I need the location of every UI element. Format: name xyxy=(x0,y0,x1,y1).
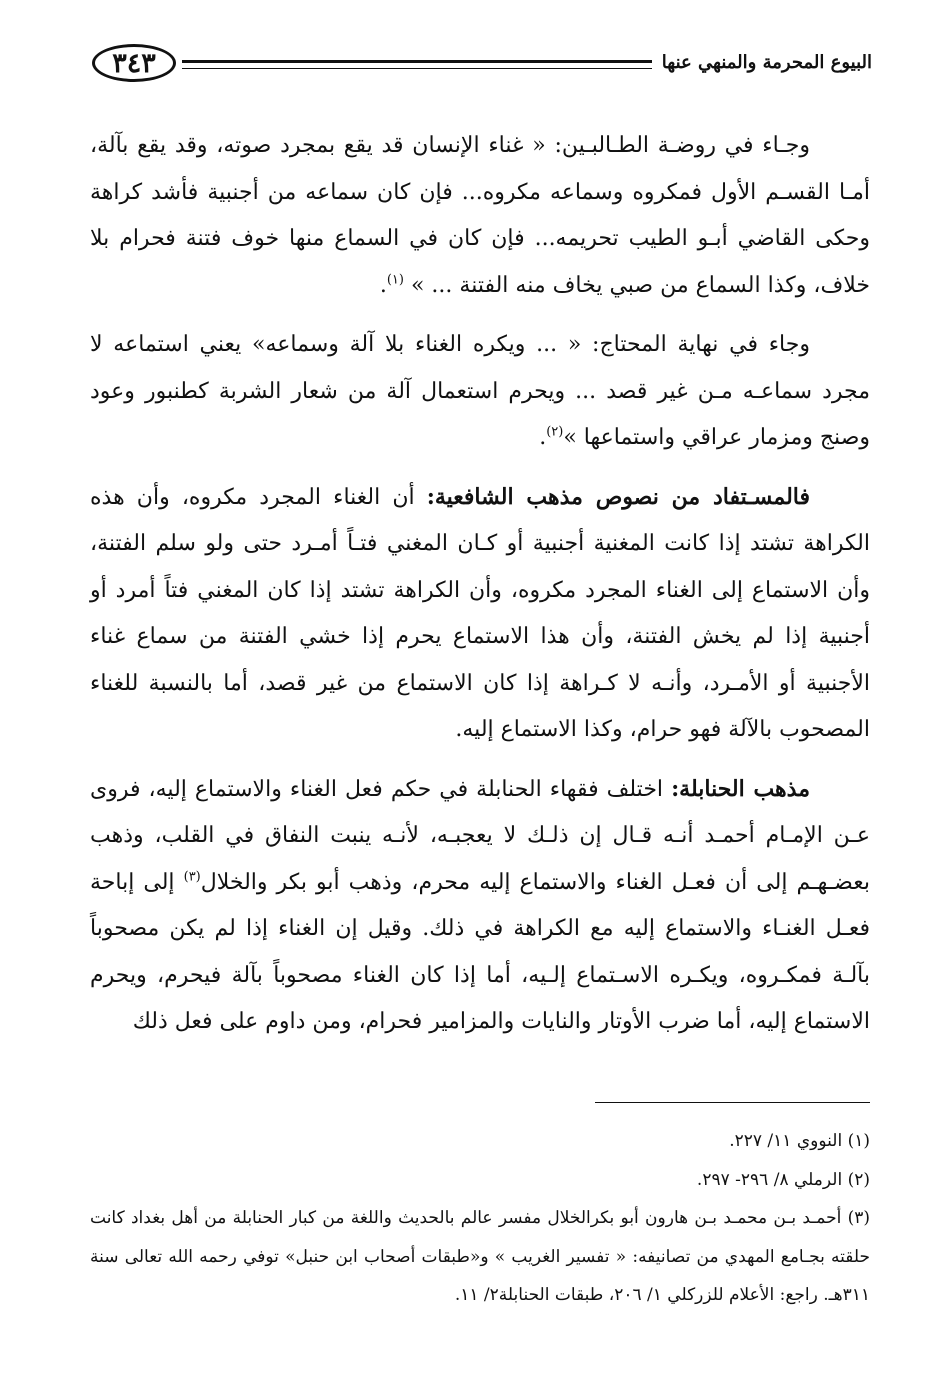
paragraph-hanbali-school xyxy=(90,766,870,1046)
paragraph-tail: إلى إباحة فعـل الغنـاء والاستماع إليه مع الكراهة في ذلك. وقيل إن الغناء إذا لم يكن مصحوباً بآلـة فمكـروه، ويكـره الاسـتماع إلـيه، أما إذا كان الغناء مصحوباً بآلة فيحرم، ويحرم الاستماع إليه، أما ضرب الأوتار والنايات والمزامير فحرام، ومن داوم على فعل ذلك xyxy=(90,869,871,1034)
main-text xyxy=(90,122,870,1058)
footnotes xyxy=(90,1122,870,1315)
paragraph-text: أن الغناء المجرد مكروه، وأن هذه الكراهة تشتد إذا كانت المغنية أجنبية أو كـان المغني فتـاً أمـرد حتى ولو سلم الفتنة، وأن الاستماع إلى الغناء المجرد مكروه، وأن الكراهة تشتد إذا كان المغني فتاً أمرد أو أجنبية إذا لم يخش الفتنة، وأن هذا الاستماع يحرم إذا خشي الفتنة من سماع غناء الأجنبية أو الأمـرد، وأنـه لا كـراهة إذا كان الاستماع من غير قصد، أما بالنسبة للغناء المصحوب بالآلة فهو حرام، وكذا الاستماع إليه. xyxy=(90,484,870,742)
page-header xyxy=(92,44,872,94)
paragraph-text: وجـاء في روضـة الطـالبـين: « غناء الإنسان قد يقع بمجرد صوته، وقد يقع بآلة، أمـا القسـم الأول فمكروه وسماعه مكروه... فإن كان سماعه من أجنبية فأشد كراهة وحكى القاضي أبـو الطيب تحريمه... فإن كان في السماع منها خوف فتنة فحرام بلا خلاف، وكذا السماع من صبي يخاف منه الفتنة ... » xyxy=(90,133,870,298)
footnote-ref: (١) xyxy=(386,272,404,288)
paragraph-lead: مذهب الحنابلة: xyxy=(671,775,810,802)
footnote-item: (٣) أحمـد بـن محمـد بـن هارون أبو بكرالخلال مفسر عالم بالحديث واللغة من كبار الحنابلة من أهل بغداد كانت حلقته بجـامع المهدي من تصانيفه: « تفسير الغريب » و«طبقات أصحاب ابن حنبل» توفي رحمه الله تعالى سنة ٣١١هـ. راجع: الأعلام للزركلي ١/ ٢٠٦، طبقات الحنابلة٢/ ١١. xyxy=(90,1208,870,1305)
header-rule xyxy=(182,60,652,69)
paragraph-tail: . xyxy=(379,272,387,298)
paragraph-tail: . xyxy=(539,425,547,450)
footnote-ref: (٢) xyxy=(546,424,564,440)
footnote-divider xyxy=(595,1102,870,1103)
footnote-item: (١) النووي ١١/ ٢٢٧. xyxy=(729,1131,870,1151)
paragraph-text: اختلف فقهاء الحنابلة في حكم فعل الغناء والاستماع إليه، فروى عـن الإمـام أحمـد أنـه قـال إن ذلـك لا يعجبـه، لأنـه ينبت النفاق في القلب، وذهب بعضـهـم إلى أن فعـل الغناء والاستماع إليه محرم، وذهب أبو بكر والخلال xyxy=(90,776,870,895)
paragraph-lead: فالمسـتفاد من نصوص مذهب الشافعية: xyxy=(426,483,810,510)
running-title: البيوع المحرمة والمنهي عنها xyxy=(661,52,872,73)
page-number-badge xyxy=(92,44,176,82)
page-number: ٣٤٣ xyxy=(112,47,156,79)
paragraph-rawdat-altalibin xyxy=(90,122,870,309)
paragraph-nihayat-almuhtaj xyxy=(90,321,870,462)
paragraph-text: وجاء في نهاية المحتاج: « ... ويكره الغناء بلا آلة وسماعه» يعني استماعه لا مجرد سماعـه مـن غير قصد ... ويحرم استعمال آلة من شعار الشربة كطنبور وعود وصنج ومزمار عراقي واستماعها » xyxy=(90,332,870,450)
paragraph-shafii-summary xyxy=(90,474,870,754)
footnote-ref: (٣) xyxy=(183,869,201,885)
footnote-item: (٢) الرملي ٨/ ٢٩٦- ٢٩٧. xyxy=(696,1169,870,1190)
